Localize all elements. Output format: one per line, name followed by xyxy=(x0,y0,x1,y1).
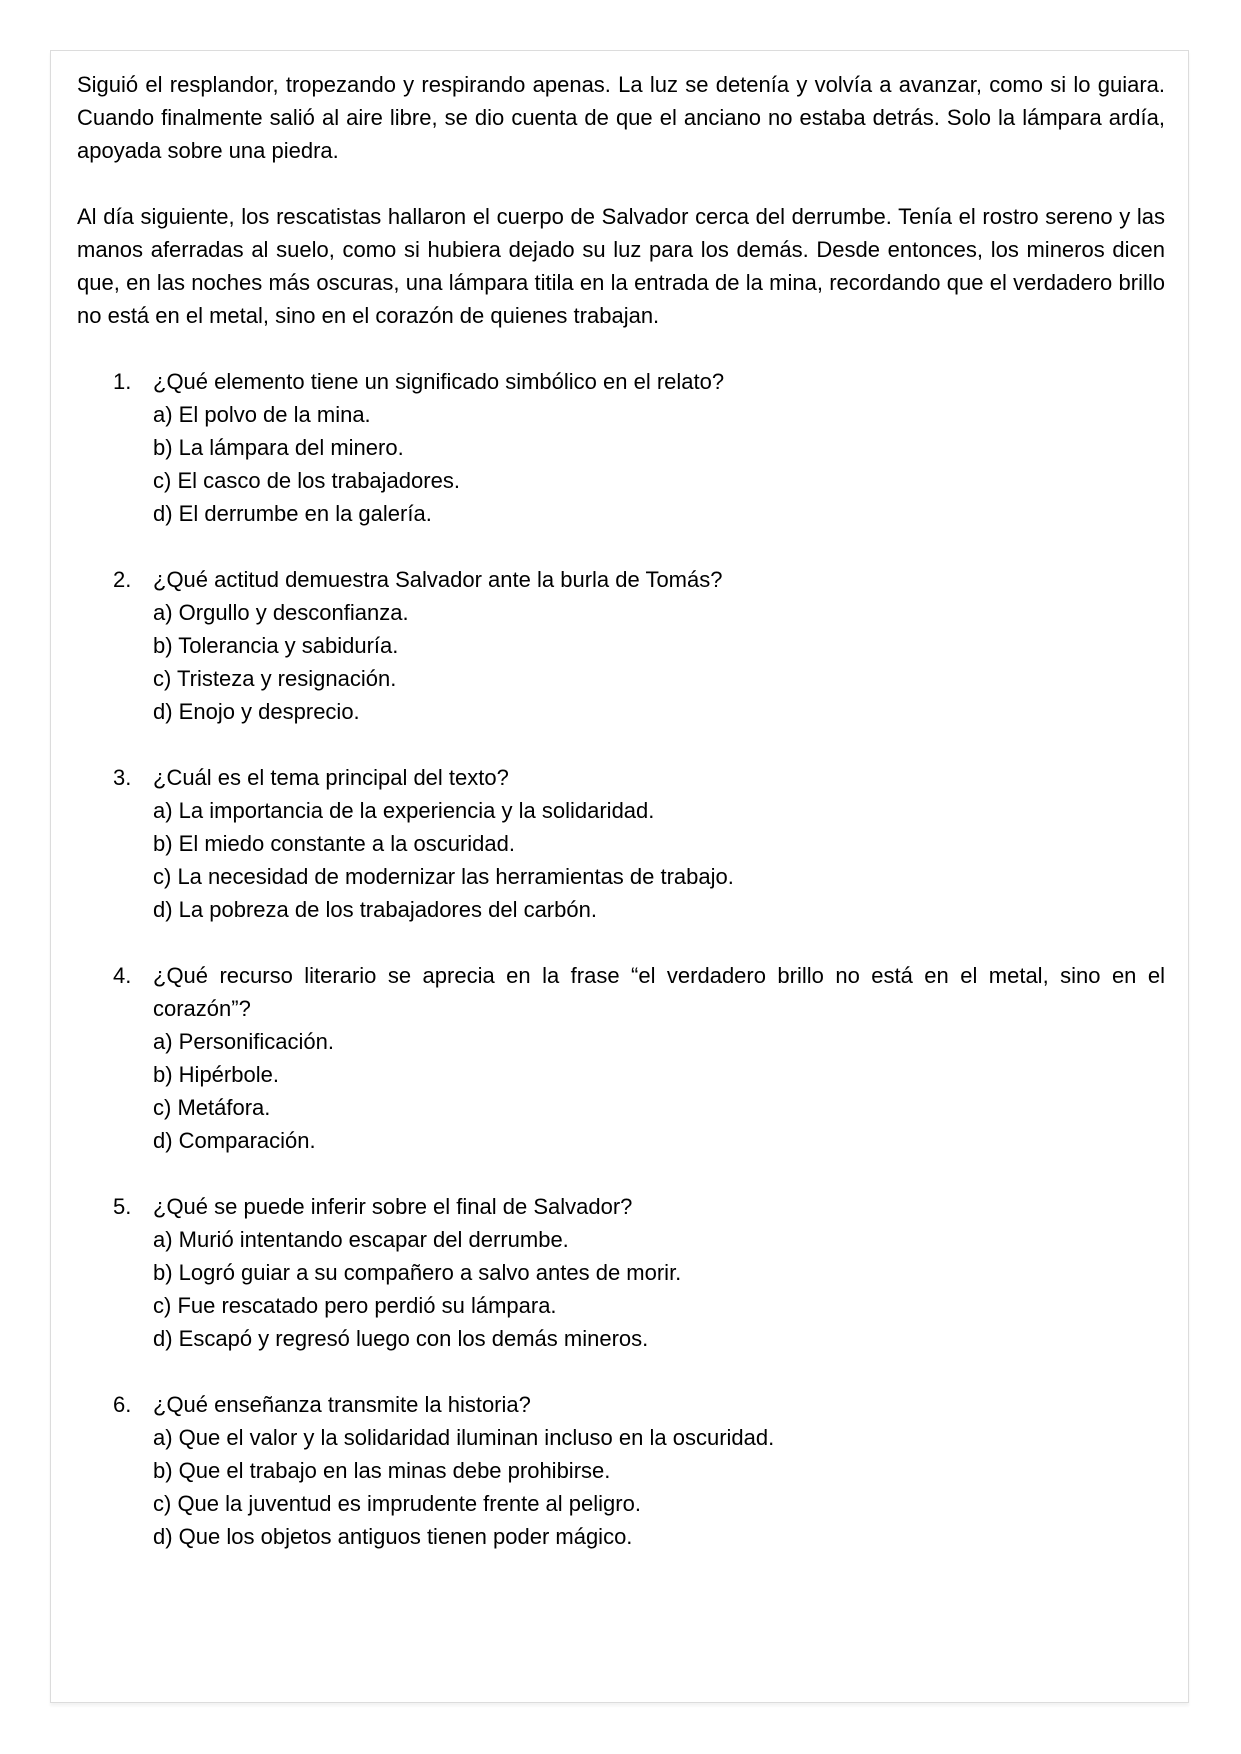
question-head xyxy=(113,365,1165,398)
question-item-6 xyxy=(77,1388,1165,1553)
answer-option: c) La necesidad de modernizar las herramientas de trabajo. xyxy=(153,864,734,889)
answer-option: a) Que el valor y la solidaridad iluminan incluso en la oscuridad. xyxy=(153,1425,775,1450)
answer-option: d) Escapó y regresó luego con los demás mineros. xyxy=(153,1326,649,1351)
question-head xyxy=(113,563,1165,596)
answer-option: b) Que el trabajo en las minas debe prohibirse. xyxy=(153,1458,611,1483)
answer-option: b) Tolerancia y sabiduría. xyxy=(153,633,399,658)
questions-section xyxy=(77,365,1165,1553)
answer-option: d) Enojo y desprecio. xyxy=(153,699,360,724)
question-number: 3. xyxy=(113,765,132,790)
answer-option: c) Fue rescatado pero perdió su lámpara. xyxy=(153,1293,557,1318)
story-paragraph-2: Al día siguiente, los rescatistas hallaron el cuerpo de Salvador cerca del derrumbe. Tenía el rostro sereno y las manos aferradas al suelo, como si hubiera dejado su luz para los demás. Desde entonces, los mineros dicen que, en las noches más oscuras, una lámpara titila en la entrada de la mina, recordando que el verdadero brillo no está en el metal, sino en el corazón de quienes trabajan. xyxy=(77,204,1165,328)
question-text: ¿Cuál es el tema principal del texto? xyxy=(153,765,509,790)
answer-option: b) Hipérbole. xyxy=(153,1062,279,1087)
question-number: 2. xyxy=(113,567,132,592)
document-page xyxy=(50,50,1189,1703)
question-text: ¿Qué actitud demuestra Salvador ante la burla de Tomás? xyxy=(153,567,723,592)
question-number: 1. xyxy=(113,369,132,394)
answer-option: a) Murió intentando escapar del derrumbe. xyxy=(153,1227,569,1252)
question-head xyxy=(113,1190,1165,1223)
answer-option: d) Que los objetos antiguos tienen poder mágico. xyxy=(153,1524,633,1549)
answer-option: a) Personificación. xyxy=(153,1029,334,1054)
question-text: ¿Qué elemento tiene un significado simbólico en el relato? xyxy=(153,369,725,394)
question-text: ¿Qué se puede inferir sobre el final de Salvador? xyxy=(153,1194,633,1219)
answer-option: b) La lámpara del minero. xyxy=(153,435,404,460)
answer-option: a) El polvo de la mina. xyxy=(153,402,371,427)
question-number: 5. xyxy=(113,1194,132,1219)
question-item-5 xyxy=(77,1190,1165,1355)
question-number: 4. xyxy=(113,963,132,988)
question-number: 6. xyxy=(113,1392,132,1417)
answer-option: d) El derrumbe en la galería. xyxy=(153,501,432,526)
story-section xyxy=(77,68,1165,332)
question-text: ¿Qué enseñanza transmite la historia? xyxy=(153,1392,531,1417)
question-text: ¿Qué recurso literario se aprecia en la frase “el verdadero brillo no está en el metal, sino en el corazón”? xyxy=(153,963,1165,1021)
question-item-1 xyxy=(77,365,1165,530)
question-head xyxy=(113,1388,1165,1421)
answer-option: b) El miedo constante a la oscuridad. xyxy=(153,831,515,856)
answer-option: c) Metáfora. xyxy=(153,1095,271,1120)
story-paragraph-1: Siguió el resplandor, tropezando y respirando apenas. La luz se detenía y volvía a avanzar, como si lo guiara. Cuando finalmente salió al aire libre, se dio cuenta de que el anciano no estaba detrás. Solo la lámpara ardía, apoyada sobre una piedra. xyxy=(77,72,1165,163)
answer-option: c) Tristeza y resignación. xyxy=(153,666,397,691)
question-item-2 xyxy=(77,563,1165,728)
question-head xyxy=(113,959,1165,1025)
question-item-4 xyxy=(77,959,1165,1157)
answer-option: a) Orgullo y desconfianza. xyxy=(153,600,409,625)
answer-option: d) La pobreza de los trabajadores del carbón. xyxy=(153,897,597,922)
answer-option: d) Comparación. xyxy=(153,1128,316,1153)
answer-option: a) La importancia de la experiencia y la solidaridad. xyxy=(153,798,655,823)
question-item-3 xyxy=(77,761,1165,926)
answer-option: b) Logró guiar a su compañero a salvo antes de morir. xyxy=(153,1260,682,1285)
answer-option: c) El casco de los trabajadores. xyxy=(153,468,460,493)
question-head xyxy=(113,761,1165,794)
answer-option: c) Que la juventud es imprudente frente al peligro. xyxy=(153,1491,641,1516)
